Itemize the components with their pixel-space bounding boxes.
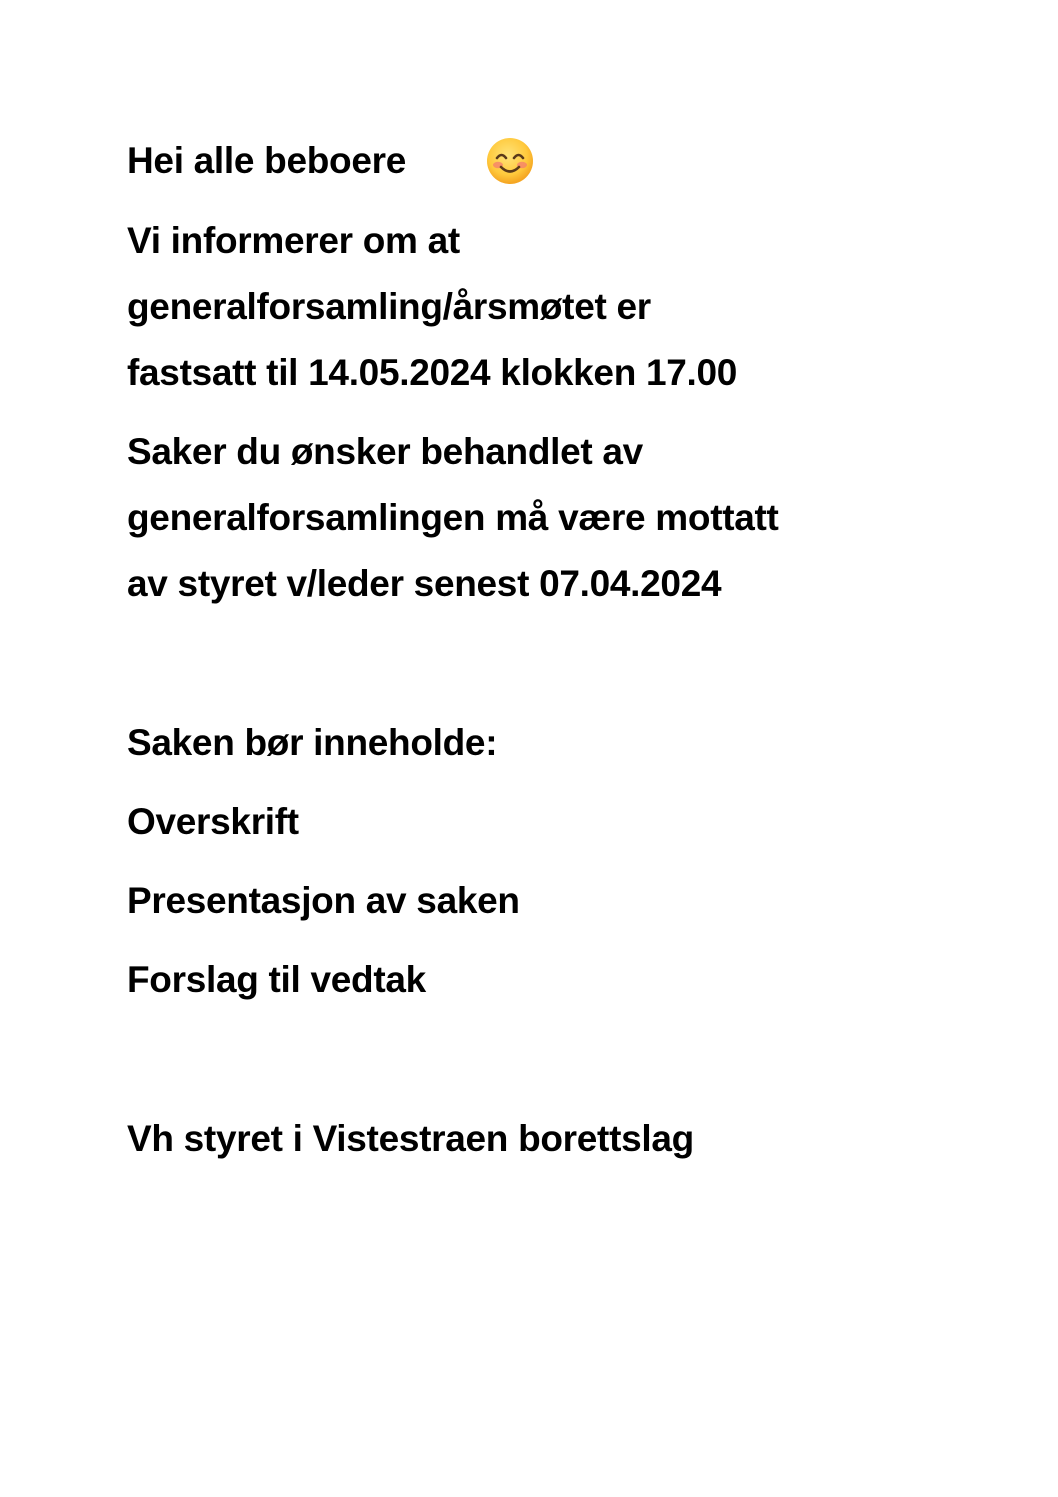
info-line-1: Vi informerer om at [127,220,460,261]
contents-heading: Saken bør inneholde: [127,722,498,763]
contents-item-heading: Overskrift [127,801,299,842]
cases-line-1: Saker du ønsker behandlet av [127,431,643,472]
signature-text: Vh styret i Vistestraen borettslag [127,1118,694,1159]
cases-line-2: generalforsamlingen må være mottatt [127,497,779,538]
contents-item-proposal: Forslag til vedtak [127,959,426,1000]
contents-item-presentation: Presentasjon av saken [127,880,520,921]
info-line-2: generalforsamling/årsmøtet er [127,286,651,327]
info-line-3: fastsatt til 14.05.2024 klokken 17.00 [127,352,738,393]
greeting-text: Hei alle beboere [127,140,406,181]
cases-line-3: av styret v/leder senest 07.04.2024 [127,563,722,604]
smiling-face-icon [485,136,535,186]
